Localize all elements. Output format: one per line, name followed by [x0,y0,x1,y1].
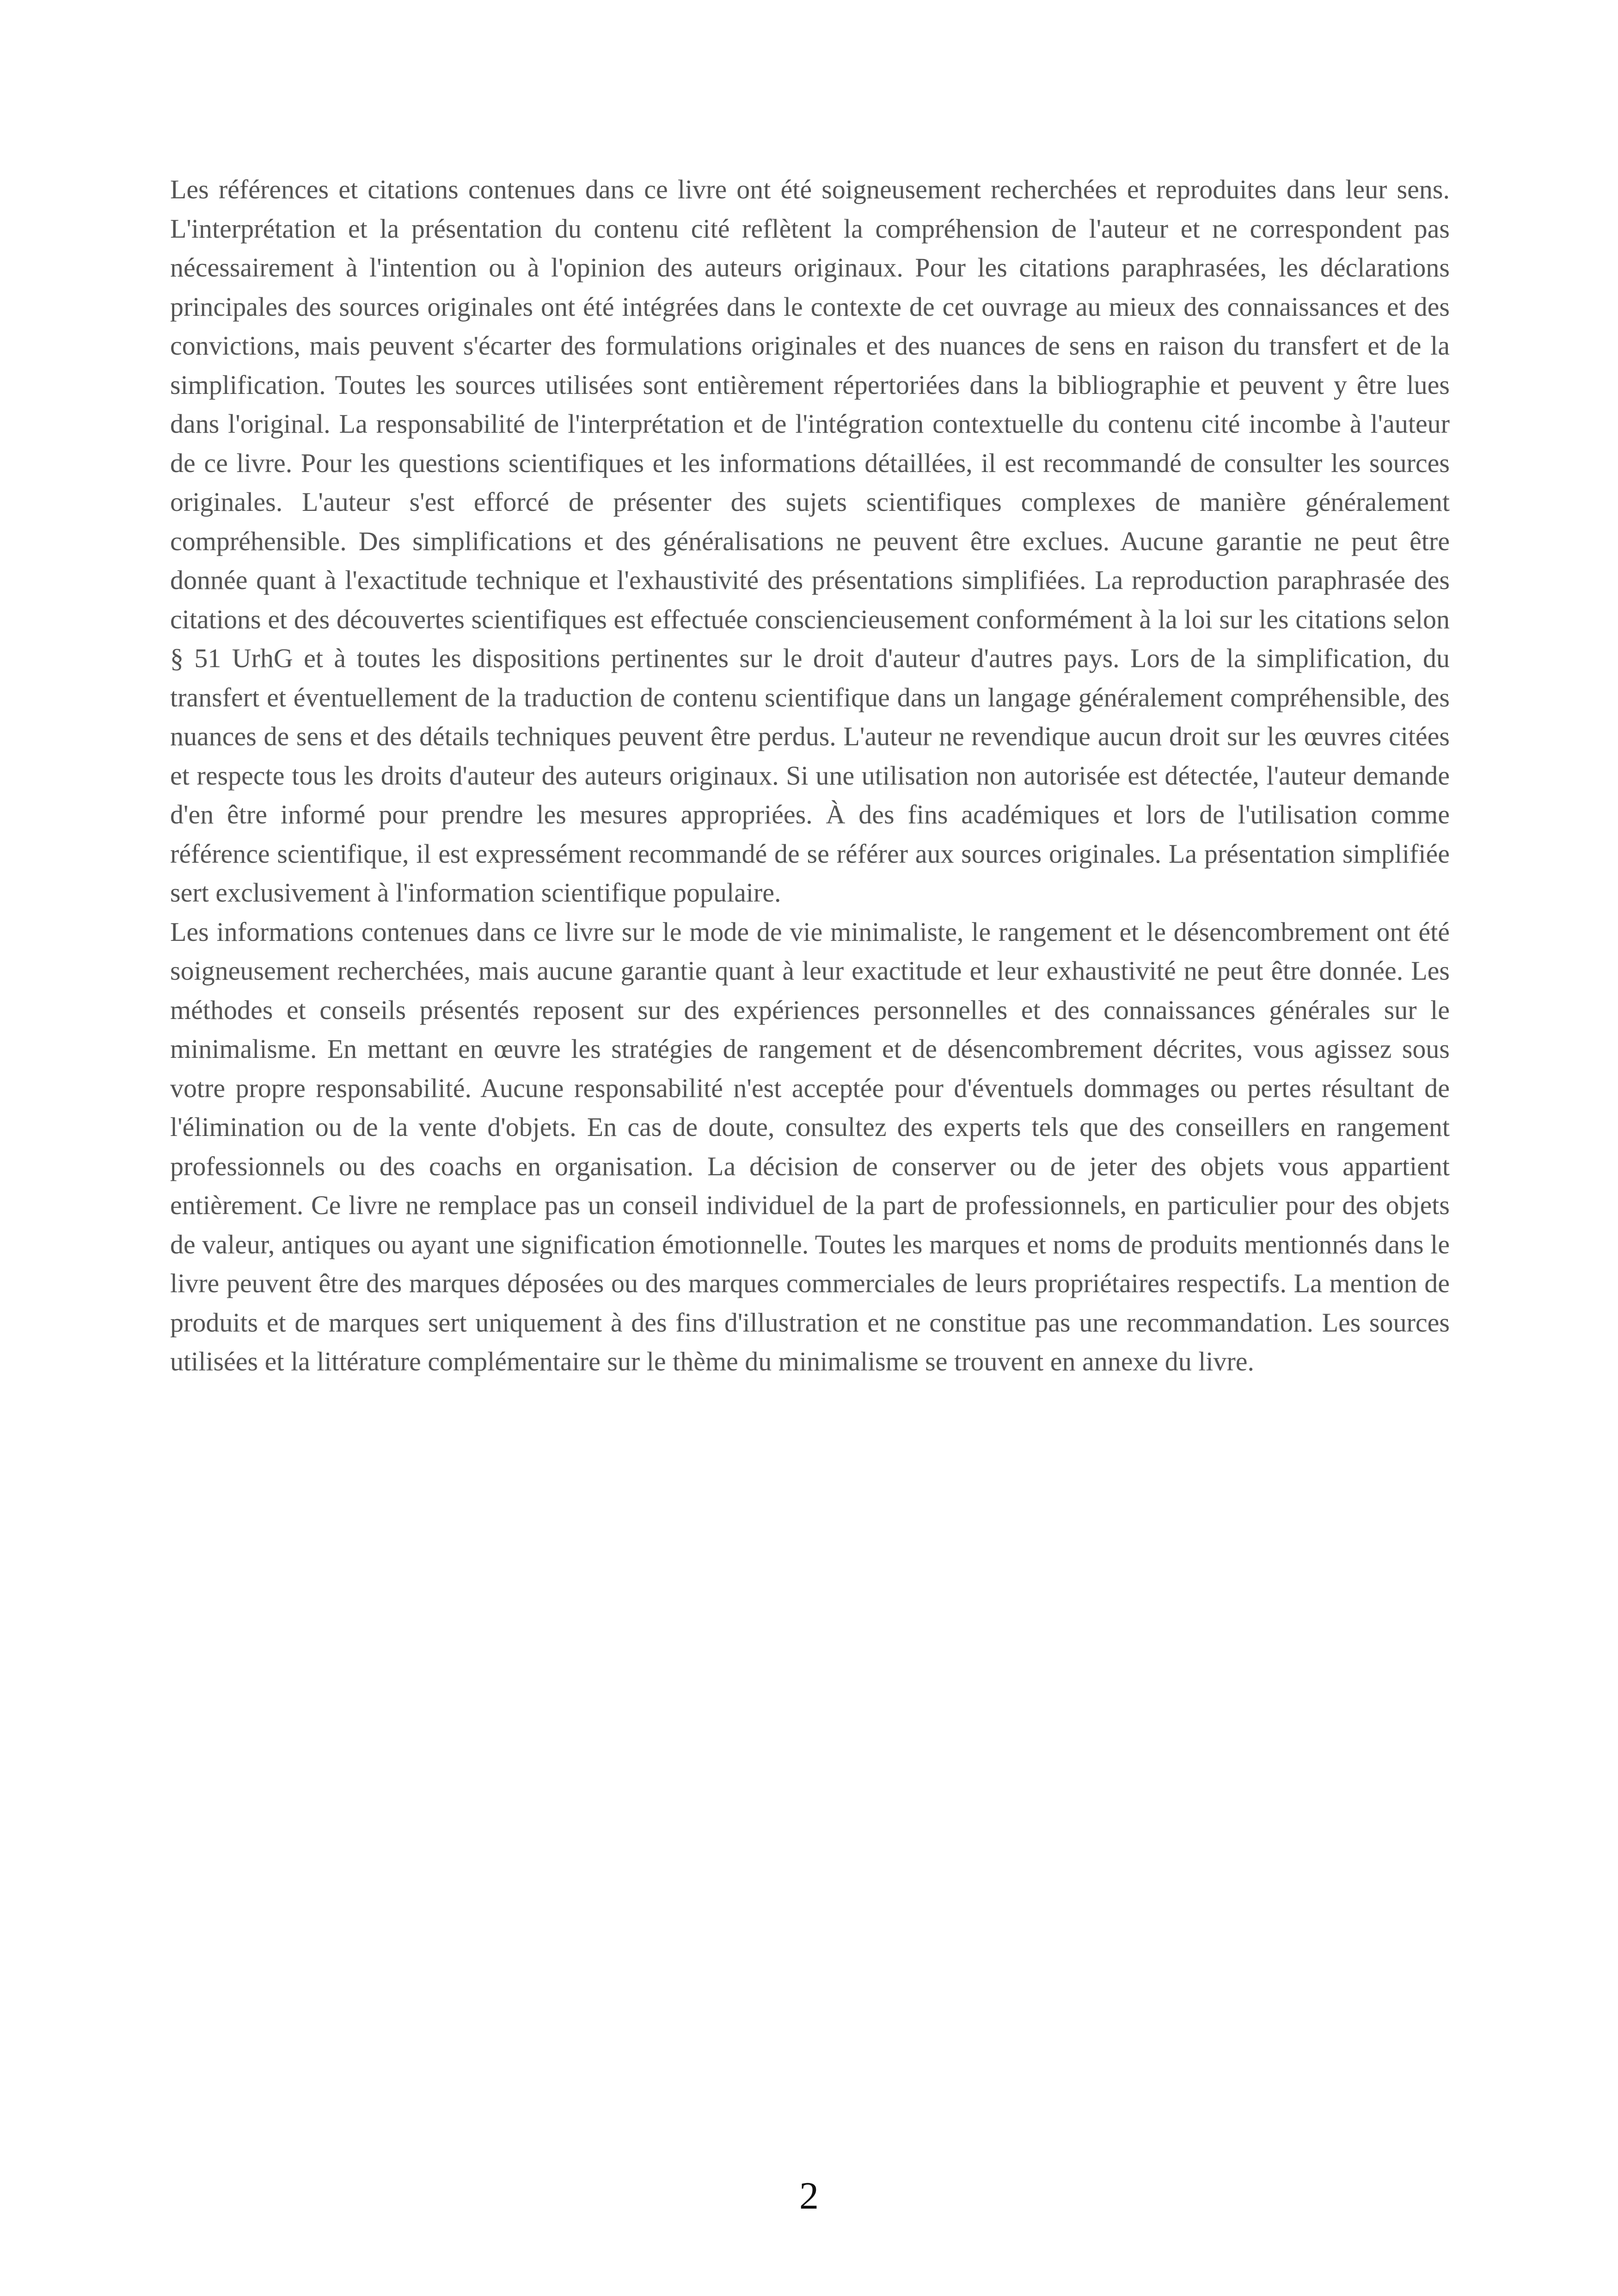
body-text [170,170,1450,1381]
paragraph-sources-disclaimer: Les références et citations contenues dans ce livre ont été soigneusement recherchées et reproduites dans leur sens. L'interprétation et la présentation du contenu cité reflètent la compréhension de l'auteur et ne correspondent pas nécessairement à l'intention ou à l'opinion des auteurs originaux. Pour les citations paraphrasées, les déclarations principales des sources originales ont été intégrées dans le contexte de cet ouvrage au mieux des connaissances et des convictions, mais peuvent s'écarter des formulations originales et des nuances de sens en raison du transfert et de la simplification. Toutes les sources utilisées sont entièrement répertoriées dans la bibliographie et peuvent y être lues dans l'original. La responsabilité de l'interprétation et de l'intégration contextuelle du contenu cité incombe à l'auteur de ce livre. Pour les questions scientifiques et les informations détaillées, il est recommandé de consulter les sources originales. L'auteur s'est efforcé de présenter des sujets scientifiques complexes de manière généralement compréhensible. Des simplifications et des généralisations ne peuvent être exclues. Aucune garantie ne peut être donnée quant à l'exactitude technique et l'exhaustivité des présentations simplifiées. La reproduction paraphrasée des citations et des découvertes scientifiques est effectuée consciencieusement conformément à la loi sur les citations selon § 51 UrhG et à toutes les dispositions pertinentes sur le droit d'auteur d'autres pays. Lors de la simplification, du transfert et éventuellement de la traduction de contenu scientifique dans un langage généralement compréhensible, des nuances de sens et des détails techniques peuvent être perdus. L'auteur ne revendique aucun droit sur les œuvres citées et respecte tous les droits d'auteur des auteurs originaux. Si une utilisation non autorisée est détectée, l'auteur demande d'en être informé pour prendre les mesures appropriées. À des fins académiques et lors de l'utilisation comme référence scientifique, il est expressément recommandé de se référer aux sources originales. La présentation simplifiée sert exclusivement à l'information scientifique populaire. [170,174,1450,908]
paragraph-minimalism-disclaimer: Les informations contenues dans ce livre sur le mode de vie minimaliste, le rangement et le désencombrement ont été soigneusement recherchées, mais aucune garantie quant à leur exactitude et leur exhaustivité ne peut être donnée. Les méthodes et conseils présentés reposent sur des expériences personnelles et des connaissances générales sur le minimalisme. En mettant en œuvre les stratégies de rangement et de désencombrement décrites, vous agissez sous votre propre responsabilité. Aucune responsabilité n'est acceptée pour d'éventuels dommages ou pertes résultant de l'élimination ou de la vente d'objets. En cas de doute, consultez des experts tels que des conseillers en rangement professionnels ou des coachs en organisation. La décision de conserver ou de jeter des objets vous appartient entièrement. Ce livre ne remplace pas un conseil individuel de la part de professionnels, en particulier pour des objets de valeur, antiques ou ayant une signification émotionnelle. Toutes les marques et noms de produits mentionnés dans le livre peuvent être des marques déposées ou des marques commerciales de leurs propriétaires respectifs. La mention de produits et de marques sert uniquement à des fins d'illustration et ne constitue pas une recommandation. Les sources utilisées et la littérature complémentaire sur le thème du minimalisme se trouvent en annexe du livre. [170,916,1450,1376]
page-number: 2 [799,2174,819,2217]
